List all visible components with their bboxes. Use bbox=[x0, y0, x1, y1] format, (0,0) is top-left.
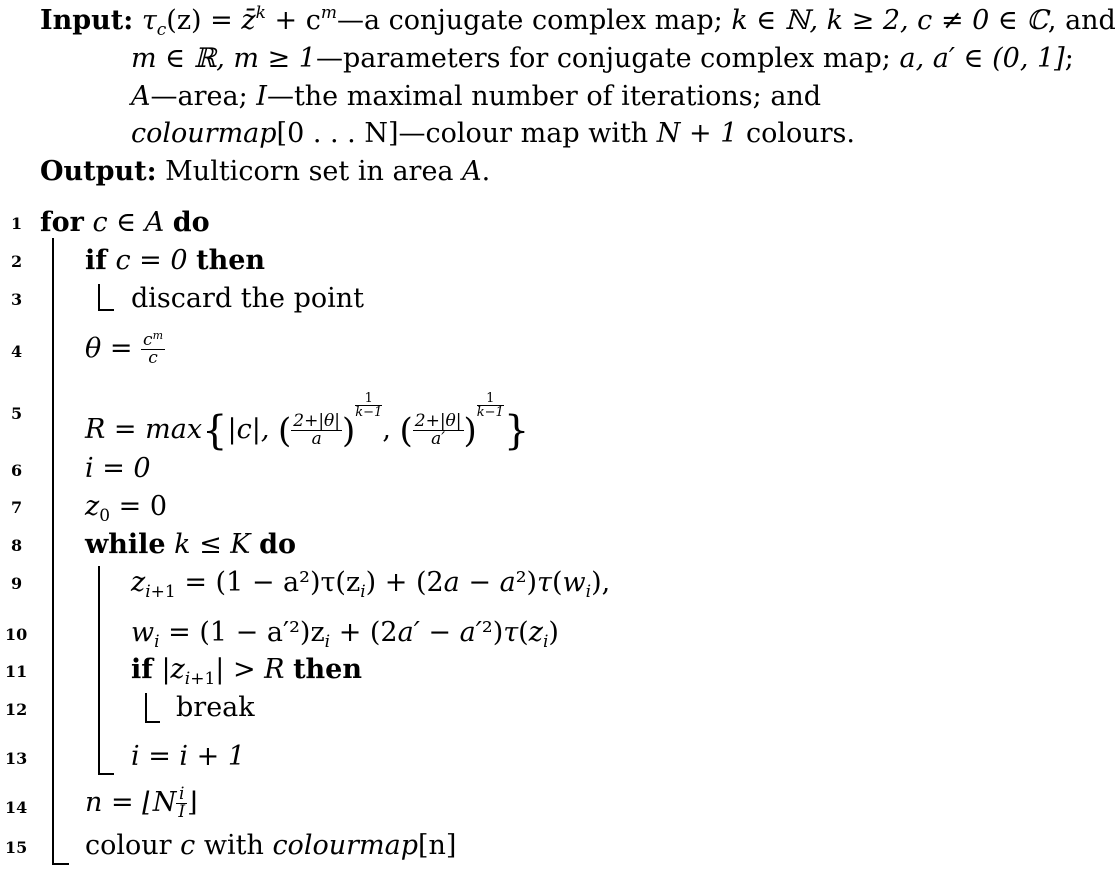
line-number: 11 bbox=[5, 662, 28, 681]
do-keyword: do bbox=[172, 207, 210, 238]
code-line-4 bbox=[85, 329, 165, 368]
colour-count: N + 1 bbox=[656, 118, 738, 149]
escape-condition: | > R bbox=[215, 654, 294, 685]
output-label: Output: bbox=[40, 156, 157, 187]
if-block-rule bbox=[98, 284, 100, 311]
while-block-end bbox=[98, 773, 114, 775]
input-label: Input: bbox=[40, 5, 134, 36]
m-constraints: m ∈ ℝ, m ≥ 1 bbox=[131, 43, 316, 74]
if-condition: c = 0 bbox=[106, 245, 197, 276]
code-line-13 bbox=[131, 740, 245, 774]
while-block-rule bbox=[98, 566, 100, 775]
theta-fraction bbox=[141, 329, 165, 368]
colourmap-index: [n] bbox=[417, 830, 457, 861]
param-desc: —parameters for conjugate complex map; bbox=[315, 43, 900, 74]
code-line-3: discard the point bbox=[131, 283, 364, 314]
code-line-6 bbox=[85, 452, 151, 486]
line-number: 7 bbox=[11, 498, 23, 517]
iter-symbol: I bbox=[256, 81, 267, 112]
close-paren: ) bbox=[342, 411, 356, 451]
open-paren: ( bbox=[278, 411, 292, 451]
line-number: 14 bbox=[5, 798, 28, 817]
radius-lhs: R = max bbox=[85, 414, 203, 445]
w-update: = (1 − a′²)z bbox=[168, 617, 325, 648]
z-var: z bbox=[85, 491, 100, 522]
output-period: . bbox=[481, 156, 491, 187]
line-number: 10 bbox=[5, 625, 28, 644]
code-line-14 bbox=[85, 786, 198, 821]
colourmap-desc: —colour map with bbox=[398, 118, 657, 149]
then-keyword: then bbox=[293, 654, 362, 685]
line-number: 8 bbox=[11, 536, 23, 555]
close-paren: ) bbox=[463, 411, 477, 451]
input-line-2 bbox=[131, 42, 1074, 76]
code-line-15 bbox=[85, 829, 456, 863]
z-sub: 0 bbox=[99, 506, 111, 526]
while-keyword: while bbox=[85, 529, 166, 560]
ratio-fraction bbox=[176, 786, 187, 821]
line-number: 6 bbox=[11, 461, 23, 480]
and-word: , and bbox=[1047, 5, 1116, 36]
theta-den: c bbox=[148, 348, 158, 368]
colour-word: colour bbox=[85, 830, 181, 861]
c-point: c bbox=[180, 830, 196, 861]
line-number: 15 bbox=[5, 838, 28, 857]
if-keyword: if bbox=[85, 245, 107, 276]
theta-num: c bbox=[143, 330, 153, 350]
line-number: 2 bbox=[11, 252, 23, 271]
input-line-3 bbox=[131, 80, 821, 114]
floor-close: ⌋ bbox=[187, 787, 198, 818]
for-keyword: for bbox=[40, 207, 84, 238]
if-block-end bbox=[98, 309, 114, 311]
zbar: z̄ bbox=[241, 5, 256, 36]
colourmap-name: colourmap bbox=[131, 118, 277, 149]
exp1-den: k−1 bbox=[355, 405, 383, 420]
exponent-2 bbox=[477, 392, 504, 419]
a-constraints: a, a′ ∈ (0, 1] bbox=[899, 43, 1065, 74]
code-line-11: if $|z_{i+1}| > R$ then bbox=[131, 654, 362, 689]
output-line bbox=[40, 155, 490, 189]
input-line-4 bbox=[131, 117, 855, 151]
code-line-2 bbox=[85, 244, 265, 278]
open-brace: { bbox=[202, 408, 228, 454]
theta-num-exp: m bbox=[152, 329, 164, 342]
init-z: = 0 bbox=[110, 491, 168, 522]
abs-c: |c|, bbox=[227, 414, 270, 445]
map-desc: —a conjugate complex map; bbox=[336, 5, 732, 36]
exp1-num: 1 bbox=[355, 392, 382, 406]
n-assign: n = ⌊N bbox=[85, 787, 177, 818]
while-condition: k ≤ K bbox=[165, 529, 260, 560]
close-brace: } bbox=[503, 408, 530, 454]
c-exp: m bbox=[320, 3, 337, 23]
escape-abs: |z bbox=[152, 654, 185, 685]
if-keyword: if bbox=[131, 654, 153, 685]
iter-desc: —the maximal number of iterations; and bbox=[266, 81, 822, 112]
radius-fraction-1 bbox=[291, 413, 342, 448]
code-line-7 bbox=[85, 490, 167, 524]
inner-if-block-end bbox=[145, 721, 160, 723]
colourmap-range: [0 . . . N] bbox=[276, 118, 399, 149]
code-line-5: R = max{|c|, ( $\frac{2+|\theta|}{a}$ ) $\frac{1}{k-1}$ , ( $\frac{2+|\theta|}{a'}$ ) $\frac{1}{k-1}$ } bbox=[85, 391, 530, 454]
code-line-9: $z_{i+1} = (1 - a^2)\tau(z_i) + (2a - a^2)\tau(w_i)$, bbox=[131, 567, 611, 602]
inner-if-block-rule bbox=[145, 693, 147, 723]
semicolon: ; bbox=[1064, 43, 1074, 74]
line-number: 5 bbox=[11, 404, 23, 423]
radius-fraction-2 bbox=[413, 413, 464, 448]
code-line-1 bbox=[40, 206, 210, 240]
output-area: A bbox=[462, 156, 482, 187]
frac2-den: a′ bbox=[431, 429, 446, 449]
line-number: 13 bbox=[5, 749, 28, 768]
line-number: 9 bbox=[11, 574, 23, 593]
code-line-12: break bbox=[176, 692, 255, 723]
area-desc: —area; bbox=[150, 81, 257, 112]
plus-c: + c bbox=[265, 5, 321, 36]
line-number: 4 bbox=[11, 342, 23, 361]
colours-word: colours. bbox=[737, 118, 855, 149]
do-keyword: do bbox=[259, 529, 296, 560]
frac1-den: a bbox=[311, 429, 322, 449]
ratio-den: I bbox=[178, 802, 186, 822]
output-desc: Multicorn set in area bbox=[156, 156, 463, 187]
ratio-num: i bbox=[178, 784, 185, 804]
input-line-1 bbox=[40, 4, 1116, 38]
code-line-10: $w_i = (1 - a'^2)z_i + (2a' - a'^2)\tau(z_i)$ bbox=[131, 617, 559, 652]
area-symbol: A bbox=[131, 81, 151, 112]
tau-symbol: τ bbox=[141, 5, 157, 36]
exponent-1 bbox=[355, 392, 382, 419]
loop-condition: c ∈ A bbox=[83, 207, 173, 238]
code-line-8 bbox=[85, 528, 296, 562]
line-number: 12 bbox=[5, 700, 28, 719]
frac2-num: 2+|θ| bbox=[414, 411, 462, 431]
colourmap-ref: colourmap bbox=[272, 830, 418, 861]
z-update: = (1 − a²)τ(z bbox=[184, 567, 361, 598]
line-number: 1 bbox=[11, 214, 23, 233]
for-block-end bbox=[52, 863, 69, 865]
k-constraints: k ∈ ℕ, k ≥ 2, c ≠ 0 ∈ ℂ bbox=[731, 5, 1048, 36]
init-i: i = 0 bbox=[85, 453, 151, 484]
zbar-exp: k bbox=[255, 3, 266, 23]
tau-subscript: c bbox=[156, 20, 167, 40]
open-paren: ( bbox=[399, 411, 413, 451]
frac1-num: 2+|θ| bbox=[293, 411, 341, 431]
for-block-rule bbox=[52, 238, 54, 865]
increment-i: i = i + 1 bbox=[131, 741, 246, 772]
theta-lhs: θ = bbox=[85, 333, 142, 364]
then-keyword: then bbox=[196, 245, 266, 276]
exp2-den: k−1 bbox=[476, 405, 504, 420]
tau-arg: (z) = bbox=[166, 5, 242, 36]
exp2-num: 1 bbox=[477, 392, 504, 406]
with-word: with bbox=[195, 830, 273, 861]
line-number: 3 bbox=[11, 290, 23, 309]
